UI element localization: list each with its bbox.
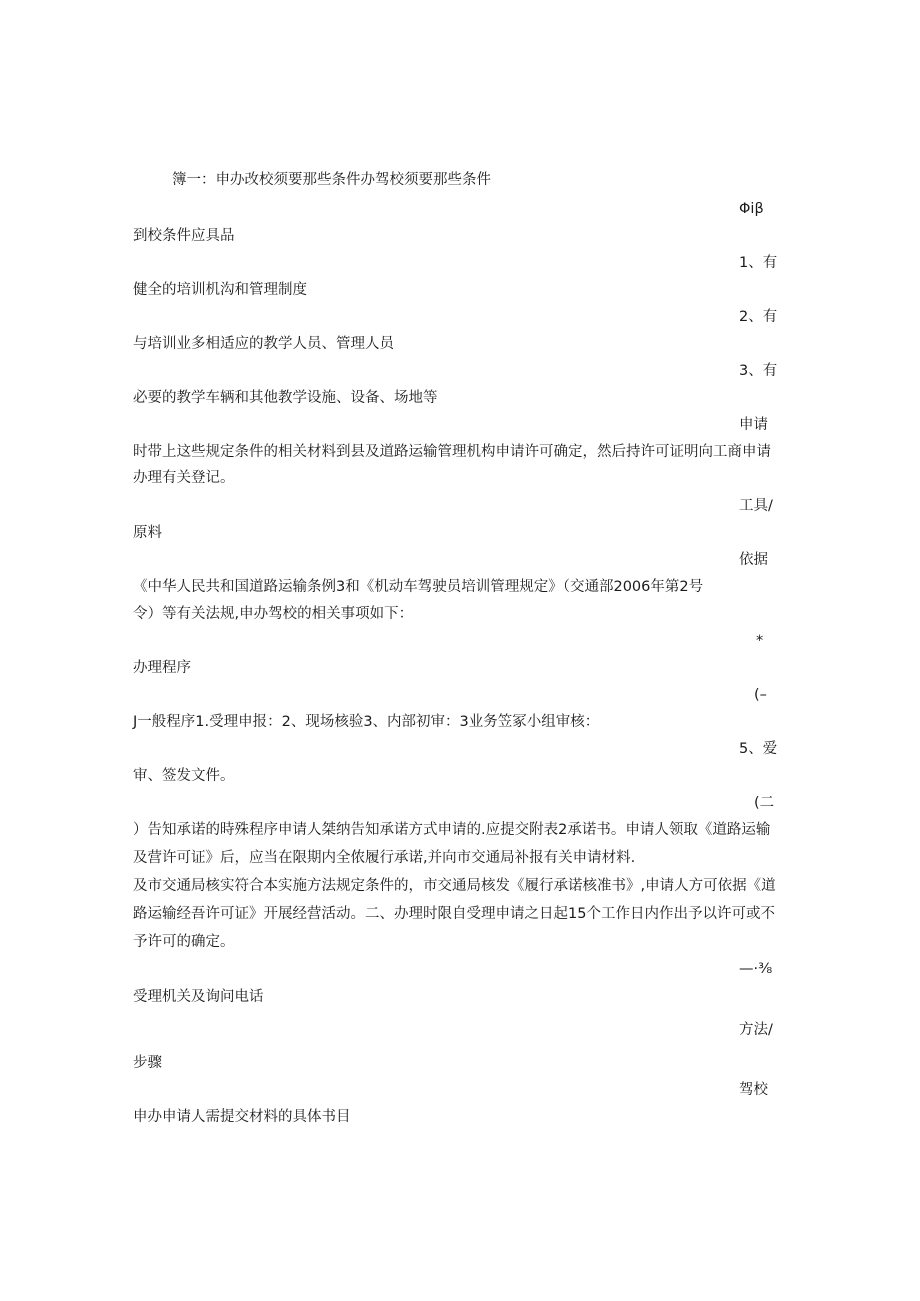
text-line: 申办申请人需提交材料的具体书目 [133,1109,351,1125]
text-line: 原料 [133,525,162,541]
fragment-right: (二 [754,795,775,811]
fragment-right: 依据 [739,552,768,568]
fragment-right: 1、有 [739,255,778,271]
fragment-right: —·⅜ [739,961,773,977]
fragment-right: 驾校 [739,1082,768,1098]
text-line: ）告知承诺的時殊程序申请人桀纳告知承诺方式申请的.应提交附表2承诺书。申请人领取《道路运输 [133,822,771,838]
fragment-right: 2、有 [739,309,778,325]
text-line: 到校条件应具品 [133,228,235,244]
text-line: 时带上这些规定条件的相关材料到县及道路运输管理机构申请许可确定，然后持许可证明向工商申请 [133,444,771,460]
text-line: 与培训业多相适应的教学人员、管理人员 [133,336,394,352]
fragment-right: 3、有 [739,363,778,379]
fragment-right: * [756,633,764,649]
text-line: 予许可的确定。 [133,934,235,950]
text-line: 健全的培训机沟和管理制度 [133,282,307,298]
text-line: 及营许可证》后，应当在限期内全侬履行承诺,并向市交通局补报有关申请材料. [133,850,636,866]
text-line: 路运输经吾许可证》开展经营活动。二、办理时限自受理申请之日起15个工作日内作出予以许可或不 [133,906,775,922]
text-line: 受理机关及询问电话 [133,989,264,1005]
fragment-right: 方法/ [739,1022,773,1038]
text-line: 必要的教学车辆和其他教学设施、设备、场地等 [133,390,438,406]
text-line: 步骤 [133,1055,162,1071]
fragment-right: Φiβ [739,201,764,217]
fragment-right: (– [754,687,767,703]
fragment-right: 工具/ [739,498,773,514]
fragment-right: 申请 [739,417,768,433]
text-line: 及市交通局核实符合本实施方法规定条件的，市交通局核发《履行承诺核准书》,申请人方可依据《道 [133,878,776,894]
document-title: 簿一：申办改校须要那些条件办驾校须要那些条件 [172,172,491,188]
text-line: J一般程序1.受理申报：2、现场核验3、内部初审：3业务笠冢小组审核： [133,714,600,730]
text-line: 办理程序 [133,660,191,676]
text-line: 办理有关登记。 [133,470,235,486]
fragment-right: 5、爱 [739,741,778,757]
text-line: 令）等有关法规,申办驾校的相关事项如下： [133,606,414,622]
text-line: 审、签发文件。 [133,768,235,784]
text-line: 《中华人民共和国道路运输条例3和《机动车驾驶员培训管理规定》（交通部2006年第2号 [133,579,704,595]
